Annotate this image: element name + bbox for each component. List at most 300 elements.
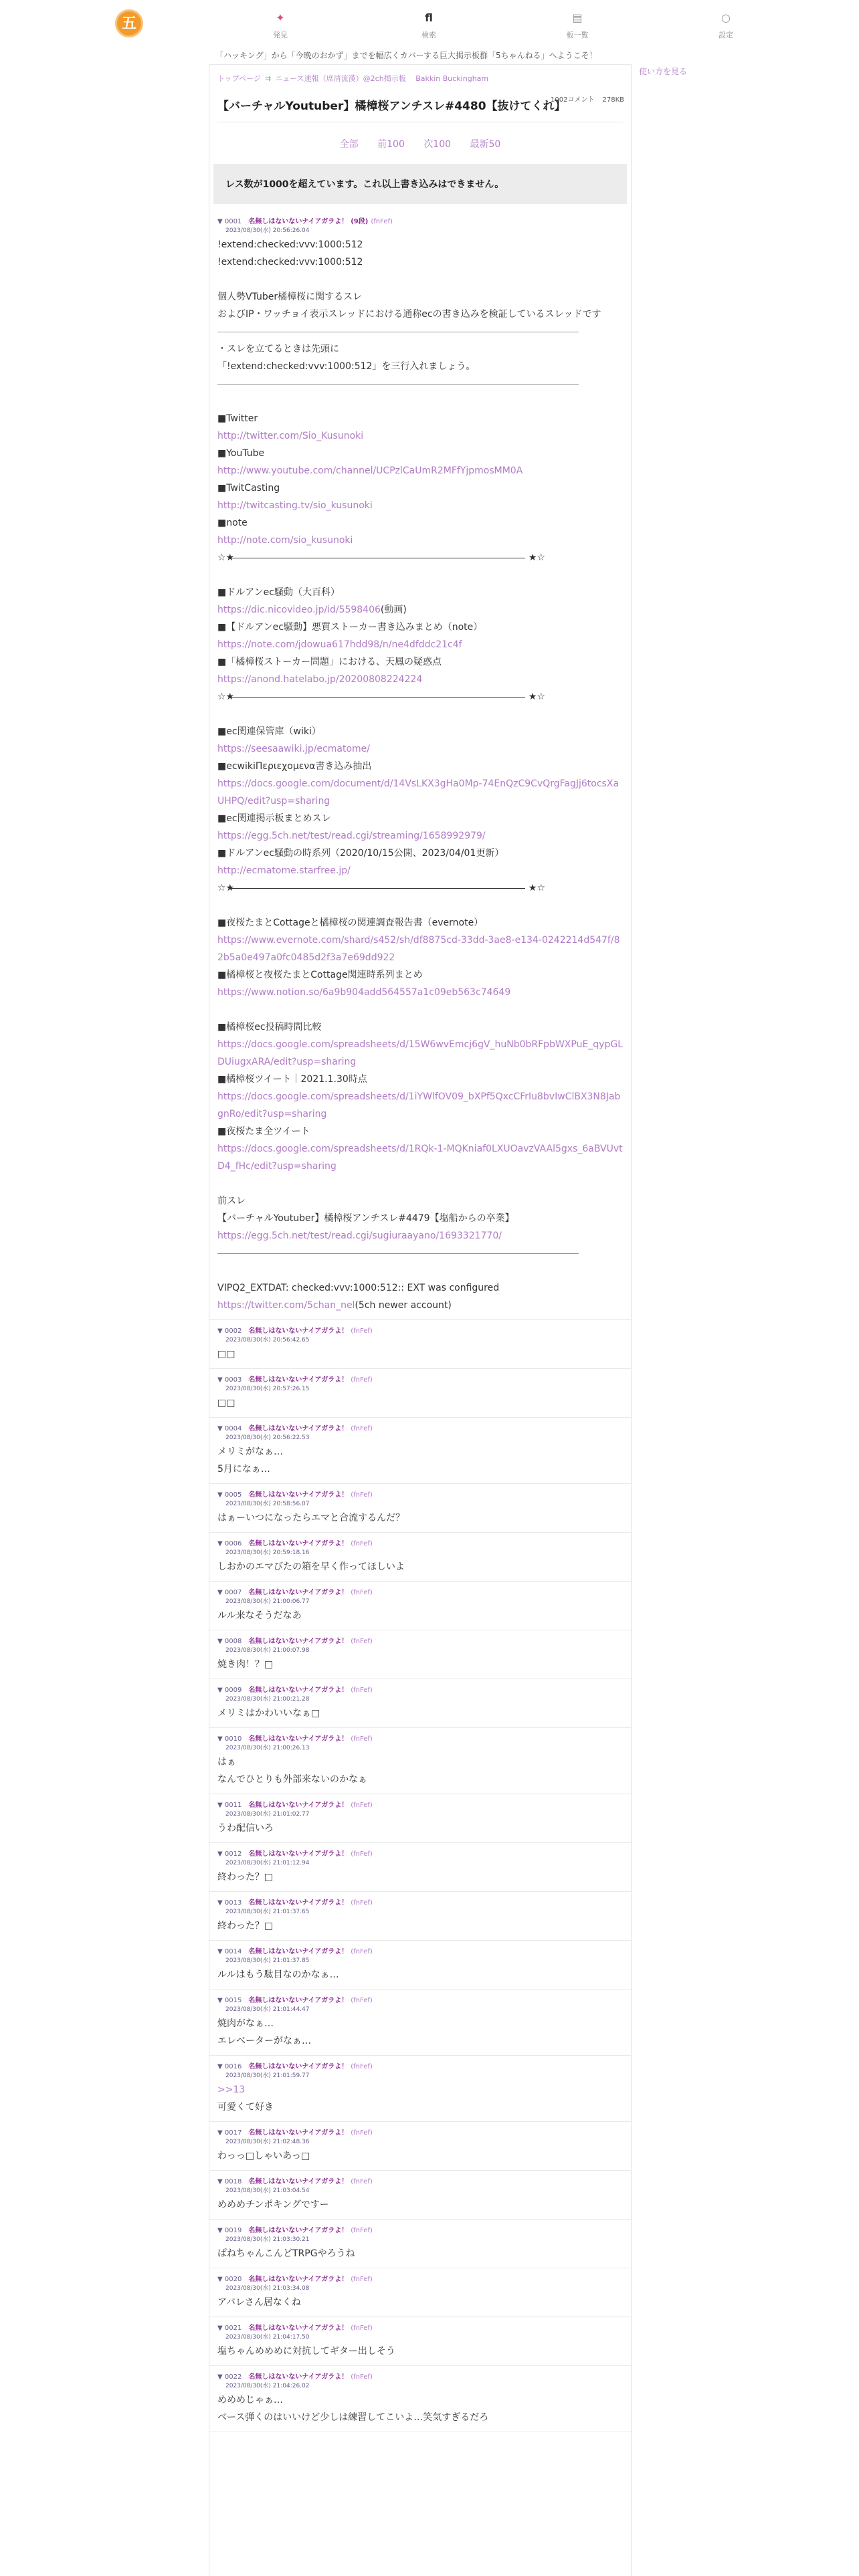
poster-name: 名無しはないないナイアガラよ！	[248, 218, 349, 225]
poster-id[interactable]: (fnFef)	[351, 1899, 373, 1907]
post-link[interactable]	[217, 462, 623, 479]
poster-id[interactable]: (fnFef)	[351, 2276, 373, 2283]
post-number[interactable]: ▼ 0005	[217, 1491, 242, 1499]
post-header	[217, 1376, 623, 1385]
post-date: 2023/08/30(水) 21:00:26.13	[225, 1745, 310, 1751]
post-number[interactable]: ▼ 0010	[217, 1735, 242, 1743]
post-date: 2023/08/30(水) 20:57:26.15	[225, 1386, 310, 1392]
nav-settings-label: 設定	[719, 31, 733, 39]
nav-discover[interactable]	[254, 11, 307, 40]
breadcrumb-separator-icon: ⇉	[265, 74, 272, 83]
post-item	[209, 1990, 631, 2056]
poster-name: 名無しはないないナイアガラよ！	[248, 1899, 349, 1907]
blank-line	[217, 1001, 623, 1018]
link-text[interactable]: https://note.com/jdowua617hdd98/n/ne4dfddc21c4f	[217, 639, 462, 650]
post-text-line	[217, 358, 623, 375]
post-text-line	[217, 1071, 623, 1088]
text: ■Twitter	[217, 413, 258, 424]
post-link[interactable]	[217, 427, 623, 445]
poster-id[interactable]: (fnFef)	[351, 1948, 373, 1955]
star-divider	[217, 879, 545, 897]
poster-name: 名無しはないないナイアガラよ！	[248, 1540, 349, 1547]
post-item	[209, 1320, 631, 1369]
post-date: 2023/08/30(水) 21:01:37.85	[225, 1957, 310, 1964]
pager-all[interactable]: 全部	[339, 139, 359, 150]
post-text-line: 焼肉がなぁ…	[217, 2018, 274, 2029]
post-header	[217, 2062, 623, 2072]
text: VIPQ2_EXTDAT: checked:vvv:1000:512:: EXT was configured	[217, 1283, 500, 1293]
post-text-line: しおかのエマびたの箱を早く作ってほしいよ	[217, 1562, 405, 1572]
post-body	[217, 1558, 623, 1576]
post-body	[217, 236, 623, 1314]
post-text-line	[217, 914, 623, 932]
post-text-line: わっっ□しゃいあっ□	[217, 2151, 310, 2161]
post-item	[209, 2220, 631, 2268]
post-text-line	[217, 966, 623, 984]
post-number[interactable]: ▼ 0002	[217, 1327, 242, 1335]
post-link[interactable]	[217, 1297, 623, 1314]
howto-link[interactable]: 使い方を見る	[639, 67, 688, 76]
post-body	[217, 1509, 623, 1527]
poster-name: 名無しはないないナイアガラよ！	[248, 1997, 349, 2004]
post-number[interactable]: ▼ 0017	[217, 2129, 242, 2137]
post-text-line	[217, 584, 623, 601]
poster-name: 名無しはないないナイアガラよ！	[248, 1327, 349, 1335]
divider	[217, 323, 579, 332]
post-number[interactable]: ▼ 0015	[217, 1997, 242, 2004]
post-number[interactable]: ▼ 0007	[217, 1589, 242, 1596]
star-divider	[217, 549, 545, 566]
text: 【バーチャルYoutuber】橘樟桜アンチスレ#4479【塩船からの卒業】	[217, 1213, 514, 1224]
post-item	[209, 1582, 631, 1630]
post-header	[217, 1539, 623, 1549]
post-header	[217, 1686, 623, 1695]
breadcrumb-board[interactable]: ニュース速報（席清流漢）@2ch掲示板 Bakkin Buckingham	[275, 74, 489, 83]
post-link[interactable]	[217, 1140, 623, 1175]
post-header	[217, 1947, 623, 1957]
post-number[interactable]: ▼ 0008	[217, 1638, 242, 1645]
link-text[interactable]: https://egg.5ch.net/test/read.cgi/streaming/1658992979/	[217, 831, 486, 841]
post-body	[217, 1656, 623, 1673]
post-text-line	[217, 410, 623, 427]
post-header	[217, 2373, 623, 2382]
post-body	[217, 1966, 623, 1983]
text: ■ec関連保管庫（wiki）	[217, 726, 321, 737]
post-item	[209, 1794, 631, 1843]
gear-icon: ○	[721, 11, 731, 24]
link-text[interactable]: https://egg.5ch.net/test/read.cgi/sugiuraayano/1693321770/	[217, 1230, 502, 1241]
text: ■「橘樟桜ストーカー問題」における、天鳳の疑惑点	[217, 657, 442, 667]
link-text[interactable]: http://note.com/sio_kusunoki	[217, 535, 353, 546]
post-body	[217, 2294, 623, 2311]
poster-id[interactable]: (fnFef)	[351, 1997, 373, 2004]
post-body	[217, 2015, 623, 2050]
poster-id[interactable]: (fnFef)	[351, 1540, 373, 1547]
post-text-line: 焼き肉！？□	[217, 1659, 274, 1670]
comment-count: 1002コメント	[551, 96, 595, 104]
poster-name: 名無しはないないナイアガラよ！	[248, 2227, 349, 2234]
post-number[interactable]: ▼ 0009	[217, 1687, 242, 1694]
poster-name: 名無しはないないナイアガラよ！	[248, 1735, 349, 1743]
post-body	[217, 1346, 623, 1363]
post-0001	[209, 204, 631, 1320]
post-number[interactable]: ▼ 0012	[217, 1850, 242, 1858]
link-text[interactable]: https://www.notion.so/6a9b904add564557a1c09eb563c74649	[217, 987, 511, 998]
post-date: 2023/08/30(水) 21:00:07.98	[225, 1647, 310, 1654]
poster-id[interactable]: (fnFef)	[351, 1425, 373, 1432]
star-divider	[217, 688, 545, 706]
post-text-line	[217, 653, 623, 671]
post-item	[209, 1843, 631, 1892]
text: ■橘樟桜ツイート｜2021.1.30時点	[217, 1074, 367, 1085]
post-text-line	[217, 514, 623, 532]
poster-id[interactable]: (fnFef)	[351, 1850, 373, 1858]
post-body	[217, 1607, 623, 1624]
pager-prev[interactable]: 前100	[377, 139, 405, 150]
post-body	[217, 2081, 623, 2116]
thread-size: 278KB	[602, 96, 624, 104]
blank-line	[217, 271, 623, 288]
nav-board-list[interactable]	[551, 11, 604, 40]
post-text-line	[217, 1210, 623, 1227]
post-date: 2023/08/30(水) 21:03:04.54	[225, 2187, 310, 2194]
post-text-line	[217, 1279, 623, 1297]
text: ■YouTube	[217, 448, 265, 459]
text: 「!extend:checked:vvv:1000:512」を三行入れましょう。	[217, 361, 476, 372]
poster-id[interactable]: (fnFef)	[351, 2063, 373, 2070]
post-date: 2023/08/30(水) 20:58:56.07	[225, 1501, 310, 1507]
post-text-line	[217, 619, 623, 636]
post-header	[217, 1327, 623, 1336]
post-header	[217, 2177, 623, 2187]
post-text-line: メリミがなぁ…	[217, 1446, 283, 1457]
poster-id[interactable]: (fnFef)	[351, 1687, 373, 1694]
post-item	[209, 1369, 631, 1418]
post-body	[217, 2147, 623, 2165]
post-link[interactable]	[217, 775, 623, 810]
post-number[interactable]: ▼ 0011	[217, 1802, 242, 1809]
text: ■ec関連掲示板まとめスレ	[217, 813, 331, 824]
link-text[interactable]: http://www.youtube.com/channel/UCPzlCaUmR2MFfYjpmosMM0A	[217, 465, 523, 476]
pager	[209, 122, 631, 164]
poster-name: 名無しはないないナイアガラよ！	[248, 2063, 349, 2070]
post-text-line: ぱねちゃんこんどTRPGやろうね	[217, 2248, 355, 2259]
reply-anchor[interactable]: >>13	[217, 2084, 246, 2095]
post-date: 2023/08/30(水) 21:01:12.94	[225, 1860, 310, 1866]
post-date: 2023/08/30(水) 21:01:59.77	[225, 2072, 310, 2079]
poster-name: 名無しはないないナイアガラよ！	[248, 1850, 349, 1858]
pager-latest[interactable]: 最新50	[470, 139, 501, 150]
text: およびIP・ワッチョイ表示スレッドにおける通称ecの書き込みを検証しているスレッドです	[217, 309, 601, 320]
post-header	[217, 1735, 623, 1744]
text: ■橘樟桜と夜桜たまとCottage関連時系列まとめ	[217, 970, 423, 980]
star-divider-line	[229, 888, 525, 889]
post-text-line	[217, 723, 623, 740]
post-text-line: めめめチンポキングですー	[217, 2199, 329, 2210]
post-text-line: めめめじゃぁ…	[217, 2395, 283, 2405]
poster-id[interactable]: (fnFef)	[351, 2227, 373, 2234]
post-date: 2023/08/30(水) 21:01:37.65	[225, 1909, 310, 1915]
blank-line	[217, 1175, 623, 1192]
link-suffix: (動画)	[380, 605, 407, 615]
post-text-line: なんでひとりも外部来ないのかなぁ	[217, 1774, 367, 1785]
link-text[interactable]: https://twitter.com/5chan_nel	[217, 1300, 355, 1311]
post-link[interactable]	[217, 984, 623, 1001]
star-icon: ☆★	[217, 552, 235, 563]
post-item	[209, 2268, 631, 2317]
post-number[interactable]: ▼ 0001	[217, 218, 242, 225]
post-item	[209, 1484, 631, 1533]
post-date: 2023/08/30(水) 20:59:18.16	[225, 1549, 310, 1556]
post-number[interactable]: ▼ 0021	[217, 2325, 242, 2332]
post-link[interactable]	[217, 671, 623, 688]
poster-name: 名無しはないないナイアガラよ！	[248, 1638, 349, 1645]
nav-search-label: 検索	[421, 31, 436, 39]
post-text-line	[217, 845, 623, 862]
news-ticker: 「ハッキング」から「今晩のおかず」までを幅広くカバーする巨大掲示板群「5ちゃんねる」へようこそ！	[215, 51, 597, 60]
poster-id[interactable]: (fnFef)	[351, 2178, 373, 2185]
post-text-line: うわ配信いろ	[217, 1823, 274, 1834]
post-link[interactable]	[217, 740, 623, 758]
nav-search[interactable]	[402, 11, 456, 40]
post-number[interactable]: ▼ 0016	[217, 2063, 242, 2070]
text: ■橘樟桜ec投稿時間比較	[217, 1022, 322, 1033]
post-item	[209, 2122, 631, 2171]
post-link[interactable]	[217, 601, 623, 619]
post-link[interactable]	[217, 862, 623, 879]
star-icon: ☆★	[217, 691, 235, 702]
poster-id[interactable]: (fnFef)	[351, 1491, 373, 1499]
post-list	[209, 1320, 631, 2432]
link-text[interactable]: https://www.evernote.com/shard/s452/sh/df8875cd-33dd-3ae8-e134-0242214d547f/82b5a0e497a0fc0485d2f3a7e69dd922	[217, 935, 620, 963]
nav-discover-label: 発見	[273, 31, 288, 39]
post-body	[217, 1443, 623, 1478]
post-text-line: ベース弾くのはいいけど少しは練習してこいよ…笑気すぎるだろ	[217, 2412, 489, 2423]
poster-id[interactable]: (fnFef)	[351, 1735, 373, 1743]
site-logo[interactable]: 五	[115, 9, 143, 37]
post-link[interactable]	[217, 827, 623, 845]
post-header	[217, 1899, 623, 1908]
poster-name: 名無しはないないナイアガラよ！	[248, 2325, 349, 2332]
post-number[interactable]: ▼ 0020	[217, 2276, 242, 2283]
post-body	[217, 1753, 623, 1788]
divider	[217, 1245, 579, 1254]
breadcrumb	[209, 64, 631, 91]
post-text-line: 5月になぁ…	[217, 1464, 270, 1475]
post-item	[209, 1533, 631, 1582]
poster-name: 名無しはないないナイアガラよ！	[248, 1425, 349, 1432]
post-item	[209, 1728, 631, 1794]
link-suffix: (5ch newer account)	[355, 1300, 452, 1311]
text: ・スレを立てるときは先頭に	[217, 344, 339, 354]
poster-id[interactable]: (fnFef)	[351, 1376, 373, 1384]
post-body	[217, 1820, 623, 1837]
poster-id[interactable]: (fnFef)	[351, 1802, 373, 1809]
post-text-line	[217, 236, 623, 253]
post-header	[217, 2324, 623, 2333]
poster-name: 名無しはないないナイアガラよ！	[248, 1491, 349, 1499]
post-body	[217, 1705, 623, 1722]
post-date: 2023/08/30(水) 21:03:34.08	[225, 2285, 310, 2292]
post-header	[217, 1996, 623, 2006]
post-text-line: 塩ちゃんめめめに対抗してギター出しそう	[217, 2346, 395, 2357]
post-header	[217, 1424, 623, 1434]
text: ■note	[217, 518, 248, 528]
link-text[interactable]: http://ecmatome.starfree.jp/	[217, 865, 351, 876]
list-icon: ▤	[572, 11, 583, 24]
post-date: 2023/08/30(水) 20:56:42.65	[225, 1337, 310, 1344]
post-header	[217, 2129, 623, 2138]
post-item	[209, 2317, 631, 2366]
post-header	[217, 1491, 623, 1500]
post-body	[217, 2343, 623, 2360]
star-icon: ★☆	[528, 552, 545, 563]
post-link[interactable]	[217, 1088, 623, 1123]
star-icon: ☆★	[217, 883, 235, 893]
post-link[interactable]	[217, 497, 623, 514]
post-number[interactable]: ▼ 0018	[217, 2178, 242, 2185]
post-text-line: はぁーいつになったらエマと合流するんだ？	[217, 1513, 405, 1523]
post-header	[217, 1588, 623, 1598]
post-body	[217, 1394, 623, 1412]
post-date: 2023/08/30(水) 21:01:44.47	[225, 2006, 310, 2013]
top-nav	[0, 0, 859, 48]
link-text[interactable]: https://seesaawiki.jp/ecmatome/	[217, 744, 370, 754]
post-item	[209, 1941, 631, 1990]
blank-line	[217, 706, 623, 723]
text: ■【ドルアンec騒動】悪質ストーカー書き込みまとめ（note）	[217, 622, 483, 633]
blank-line	[217, 566, 623, 584]
blank-line	[217, 897, 623, 914]
post-text-line: □□	[217, 1349, 235, 1360]
post-body	[217, 2245, 623, 2262]
post-text-line	[217, 1123, 623, 1140]
post-header	[217, 2275, 623, 2284]
post-date: 2023/08/30(水) 21:01:02.77	[225, 1811, 310, 1818]
poster-name: 名無しはないないナイアガラよ！	[248, 2276, 349, 2283]
poster-id[interactable]: (fnFef)	[351, 1327, 373, 1335]
text: ■TwitCasting	[217, 483, 280, 494]
blank-line	[217, 393, 623, 410]
post-text-line	[217, 758, 623, 775]
breadcrumb-home[interactable]: トップページ	[217, 74, 262, 83]
post-item	[209, 2056, 631, 2122]
poster-name: 名無しはないないナイアガラよ！	[248, 1802, 349, 1809]
post-number[interactable]: ▼ 0004	[217, 1425, 242, 1432]
link-text[interactable]: https://docs.google.com/document/d/14VsLKX3gHa0Mp-74EnQzC9CvQrgFagJj6tocsXaUHPQ/edit?usp=sharing	[217, 778, 619, 807]
text: ■夜桜たまとCottageと橘樟桜の関連調査報告書（evernote）	[217, 918, 484, 928]
link-text[interactable]: http://twitcasting.tv/sio_kusunoki	[217, 500, 373, 511]
text: ■ドルアンec騒動の時系列（2020/10/15公開、2023/04/01更新）	[217, 848, 504, 859]
post-text-line	[217, 306, 623, 323]
link-text[interactable]: https://docs.google.com/spreadsheets/d/15W6wvEmcj6gV_huNb0bRFpbWXPuE_qypGLDUiugxARA/edit?usp=sharing	[217, 1039, 624, 1067]
star-icon: ★☆	[528, 883, 545, 893]
search-icon: fl	[425, 11, 433, 24]
thread-container	[209, 64, 632, 2576]
text: ■ドルアンec騒動（大百科）	[217, 587, 340, 598]
post-text-line	[217, 288, 623, 306]
post-item	[209, 2171, 631, 2220]
poster-name: 名無しはないないナイアガラよ！	[248, 1948, 349, 1955]
post-text-line: エレベーターがなぁ…	[217, 2036, 311, 2046]
post-text-line	[217, 1018, 623, 1036]
poster-level: (9段)	[351, 218, 369, 225]
poster-name: 名無しはないないナイアガラよ！	[248, 1589, 349, 1596]
post-date: 2023/08/30(水) 21:02:48.36	[225, 2139, 310, 2145]
post-text-line: ルル来なそうだなあ	[217, 1610, 302, 1621]
post-text-line: メリミはかわいいなぁ□	[217, 1708, 320, 1719]
nav-board-list-label: 板一覧	[566, 31, 589, 39]
post-number[interactable]: ▼ 0022	[217, 2373, 242, 2381]
poster-name: 名無しはないないナイアガラよ！	[248, 1376, 349, 1384]
poster-id[interactable]: (fnFef)	[371, 218, 393, 225]
post-text-line: ルルはもう駄目なのかなぁ…	[217, 1969, 339, 1980]
text: !extend:checked:vvv:1000:512	[217, 257, 363, 267]
poster-id[interactable]: (fnFef)	[351, 1589, 373, 1596]
post-item	[209, 1679, 631, 1728]
post-number[interactable]: ▼ 0006	[217, 1540, 242, 1547]
post-text-line	[217, 445, 623, 462]
poster-name: 名無しはないないナイアガラよ！	[248, 2129, 349, 2137]
link-text[interactable]: https://dic.nicovideo.jp/id/5598406	[217, 605, 381, 615]
post-number[interactable]: ▼ 0019	[217, 2227, 242, 2234]
post-body	[217, 2391, 623, 2426]
post-link[interactable]	[217, 636, 623, 653]
link-text[interactable]: https://anond.hatelabo.jp/20200808224224	[217, 674, 423, 685]
blank-line	[217, 1262, 623, 1279]
post-date: 2023/08/30(水) 21:04:17.50	[225, 2334, 310, 2341]
post-header	[217, 1801, 623, 1810]
post-item	[209, 1892, 631, 1941]
post-number[interactable]: ▼ 0013	[217, 1899, 242, 1907]
thread-meta	[543, 94, 624, 104]
post-number[interactable]: ▼ 0003	[217, 1376, 242, 1384]
text: 個人勢VTuber橘樟桜に関するスレ	[217, 292, 363, 302]
post-number[interactable]: ▼ 0014	[217, 1948, 242, 1955]
text: !extend:checked:vvv:1000:512	[217, 239, 363, 250]
post-date: 2023/08/30(水) 21:00:21.28	[225, 1696, 310, 1703]
post-link[interactable]	[217, 532, 623, 549]
post-link[interactable]	[217, 932, 623, 966]
poster-id[interactable]: (fnFef)	[351, 2325, 373, 2332]
post-text-line: □□	[217, 1398, 235, 1408]
poster-name: 名無しはないないナイアガラよ！	[248, 2373, 349, 2381]
text: ■ecwikiΠεριεχομενα書き込み抽出	[217, 761, 372, 772]
post-date: 2023/08/30(水) 20:56:22.53	[225, 1434, 310, 1441]
post-body	[217, 1868, 623, 1886]
post-date: 2023/08/30(水) 20:56:26.04	[225, 227, 310, 234]
post-text-line	[217, 1192, 623, 1210]
link-text[interactable]: https://docs.google.com/spreadsheets/d/1iYWlfOV09_bXPf5QxcCFrIu8bvIwClBX3N8JabgnRo/edit?usp=sharing	[217, 1091, 621, 1119]
nav-settings[interactable]	[699, 11, 753, 40]
post-link[interactable]	[217, 1036, 623, 1071]
post-text-line: 終わった？□	[217, 1921, 274, 1931]
post-item	[209, 1418, 631, 1484]
post-body	[217, 2196, 623, 2214]
post-date: 2023/08/30(水) 21:03:30.21	[225, 2236, 310, 2243]
poster-name: 名無しはないないナイアガラよ！	[248, 1687, 349, 1694]
link-text[interactable]: http://twitter.com/Sio_Kusunoki	[217, 431, 364, 441]
poster-id[interactable]: (fnFef)	[351, 2373, 373, 2381]
post-item	[209, 2366, 631, 2432]
link-text[interactable]: https://docs.google.com/spreadsheets/d/1RQk-1-MQKniaf0LXUOavzVAAl5gxs_6aBVUvtD4_fHc/edit?usp=sharing	[217, 1144, 623, 1172]
text: 前スレ	[217, 1196, 246, 1206]
divider	[217, 375, 579, 385]
poster-id[interactable]: (fnFef)	[351, 1638, 373, 1645]
post-link[interactable]	[217, 1227, 623, 1245]
poster-id[interactable]: (fnFef)	[351, 2129, 373, 2137]
pager-next[interactable]: 次100	[423, 139, 452, 150]
